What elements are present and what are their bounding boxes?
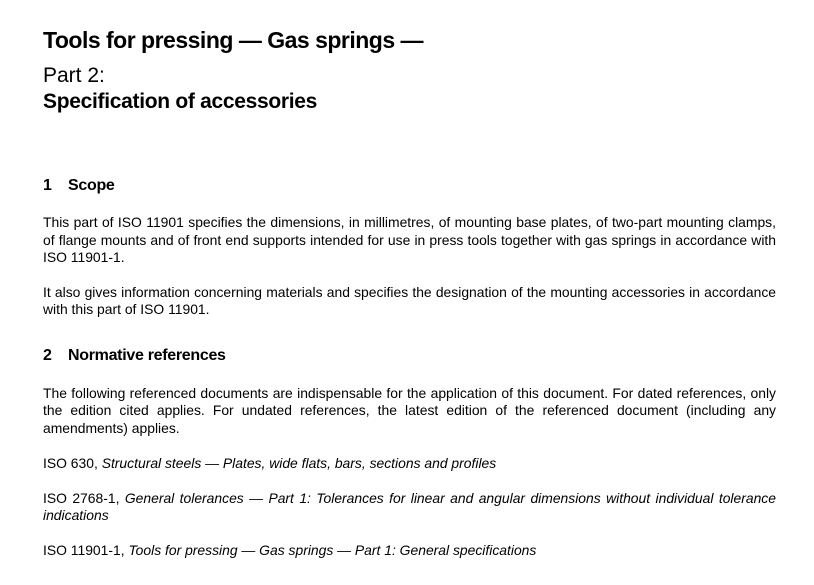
clause-title: Normative references	[68, 346, 226, 364]
reference-item	[43, 490, 776, 525]
clause-title: Scope	[68, 177, 115, 194]
reference-item	[43, 542, 776, 560]
clause-number: 1	[43, 177, 52, 194]
reference-code: ISO 630,	[43, 455, 102, 471]
normative-references-heading	[43, 346, 776, 366]
reference-title: Structural steels — Plates, wide flats, bars, sections and profiles	[101, 455, 497, 471]
reference-title: General tolerances — Part 1: Tolerances for linear and angular dimensions without individual tolerance indications	[43, 489, 776, 523]
document-part-label: Part 2:	[43, 64, 105, 87]
reference-code: ISO 2768-1,	[43, 489, 125, 506]
scope-heading	[43, 176, 776, 196]
normative-references-intro: The following referenced documents are indispensable for the application of this document. For dated references, only the edition cited applies. For undated references, the latest edition of the referenced document (including any amendments) applies.	[43, 384, 776, 436]
document-title: Tools for pressing — Gas springs —	[43, 27, 424, 53]
reference-code: ISO 11901-1,	[43, 541, 129, 558]
scope-paragraph-1: This part of ISO 11901 specifies the dimensions, in millimetres, of mounting base plates, of two-part mounting clamps, of flange mounts and of front end supports intended for use in press tools together with gas springs in accordance with ISO 11901-1.	[43, 214, 776, 265]
reference-title: Tools for pressing — Gas springs — Part 1: General specifications	[128, 541, 537, 558]
scope-paragraph-2: It also gives information concerning materials and specifies the designation of the mounting accessories in accordance with this part of ISO 11901.	[43, 283, 776, 317]
document-subtitle: Specification of accessories	[43, 90, 318, 113]
clause-number: 2	[43, 346, 52, 364]
reference-item	[43, 455, 776, 473]
document-page	[43, 26, 776, 559]
